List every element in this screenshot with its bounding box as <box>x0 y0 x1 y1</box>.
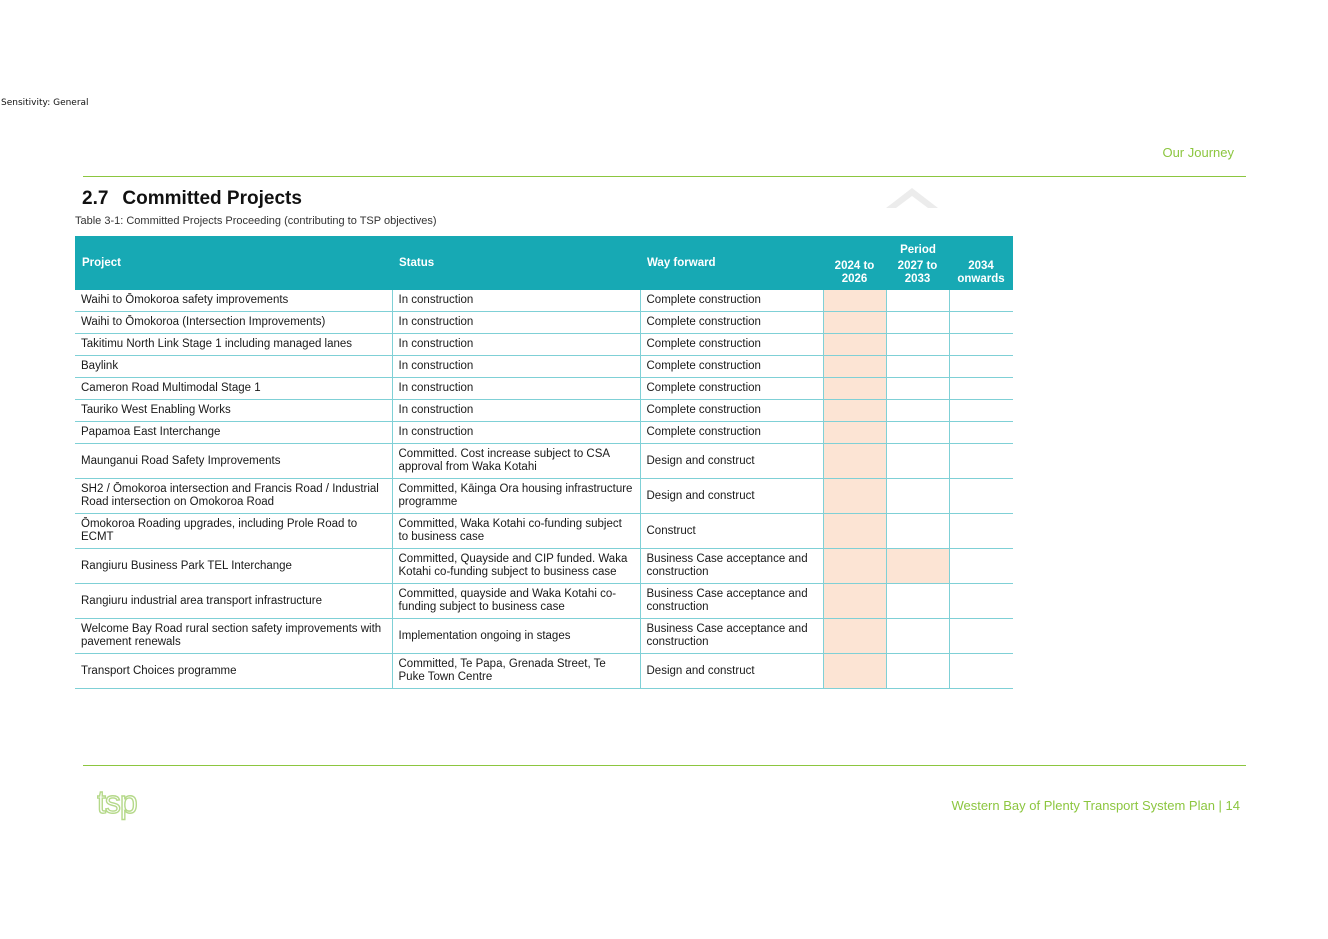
cell-way-forward: Business Case acceptance and construction <box>640 619 823 654</box>
cell-way-forward: Design and construct <box>640 654 823 689</box>
table-body <box>75 290 1013 689</box>
cell-period-0 <box>823 312 886 334</box>
cell-period-2 <box>949 619 1013 654</box>
cell-project: Cameron Road Multimodal Stage 1 <box>75 378 392 400</box>
cell-way-forward: Construct <box>640 514 823 549</box>
cell-status: Committed, Waka Kotahi co-funding subject to business case <box>392 514 640 549</box>
committed-projects-table <box>75 236 1013 689</box>
cell-period-1 <box>886 514 949 549</box>
header-project: Project <box>75 236 392 290</box>
cell-period-1 <box>886 584 949 619</box>
cell-period-0 <box>823 619 886 654</box>
section-number: 2.7 <box>82 188 109 209</box>
cell-status: In construction <box>392 356 640 378</box>
cell-status: Implementation ongoing in stages <box>392 619 640 654</box>
cell-period-0 <box>823 549 886 584</box>
cell-way-forward: Complete construction <box>640 356 823 378</box>
cell-period-1 <box>886 290 949 312</box>
cell-period-0 <box>823 290 886 312</box>
cell-status: Committed, Kāinga Ora housing infrastructure programme <box>392 479 640 514</box>
cell-period-2 <box>949 514 1013 549</box>
cell-project: Transport Choices programme <box>75 654 392 689</box>
cell-way-forward: Complete construction <box>640 312 823 334</box>
cell-period-2 <box>949 400 1013 422</box>
cell-project: Waihi to Ōmokoroa safety improvements <box>75 290 392 312</box>
cell-project: Waihi to Ōmokoroa (Intersection Improvements) <box>75 312 392 334</box>
cell-period-2 <box>949 422 1013 444</box>
svg-text:tsp: tsp <box>97 786 137 820</box>
header-period-2027-2033: 2027 to 2033 <box>886 258 949 290</box>
cell-way-forward: Complete construction <box>640 378 823 400</box>
cell-period-0 <box>823 400 886 422</box>
cell-project: Rangiuru industrial area transport infrastructure <box>75 584 392 619</box>
section-title: Committed Projects <box>122 188 302 209</box>
table-row <box>75 514 1013 549</box>
cell-period-2 <box>949 549 1013 584</box>
table-row <box>75 334 1013 356</box>
tsp-logo <box>97 786 157 824</box>
header-period: Period <box>823 236 1013 258</box>
cell-status: In construction <box>392 378 640 400</box>
cell-period-1 <box>886 356 949 378</box>
cell-status: In construction <box>392 400 640 422</box>
cell-project: Ōmokoroa Roading upgrades, including Prole Road to ECMT <box>75 514 392 549</box>
table-row <box>75 356 1013 378</box>
cell-period-1 <box>886 334 949 356</box>
cell-period-0 <box>823 479 886 514</box>
header-way-forward: Way forward <box>640 236 823 290</box>
table-caption: Table 3-1: Committed Projects Proceeding (contributing to TSP objectives) <box>75 215 437 227</box>
cell-period-1 <box>886 422 949 444</box>
table-row <box>75 422 1013 444</box>
cell-way-forward: Design and construct <box>640 479 823 514</box>
footer-divider <box>83 765 1246 766</box>
cell-status: Committed, Te Papa, Grenada Street, Te Puke Town Centre <box>392 654 640 689</box>
cell-period-0 <box>823 334 886 356</box>
section-heading <box>82 188 302 210</box>
cell-project: Baylink <box>75 356 392 378</box>
cell-period-1 <box>886 378 949 400</box>
table-row <box>75 378 1013 400</box>
cell-project: Tauriko West Enabling Works <box>75 400 392 422</box>
cell-period-0 <box>823 422 886 444</box>
cell-period-0 <box>823 356 886 378</box>
cell-status: In construction <box>392 290 640 312</box>
cell-period-2 <box>949 356 1013 378</box>
cell-period-0 <box>823 444 886 479</box>
table-row <box>75 654 1013 689</box>
cell-period-1 <box>886 479 949 514</box>
cell-status: In construction <box>392 422 640 444</box>
sensitivity-label: Sensitivity: General <box>1 98 89 108</box>
table-row <box>75 290 1013 312</box>
cell-period-0 <box>823 654 886 689</box>
cell-status: In construction <box>392 334 640 356</box>
cell-period-1 <box>886 400 949 422</box>
cell-period-0 <box>823 584 886 619</box>
table-row <box>75 312 1013 334</box>
cell-way-forward: Design and construct <box>640 444 823 479</box>
cell-way-forward: Complete construction <box>640 400 823 422</box>
cell-way-forward: Business Case acceptance and construction <box>640 584 823 619</box>
section-label: Our Journey <box>1162 145 1234 160</box>
table-row <box>75 400 1013 422</box>
cell-project: SH2 / Ōmokoroa intersection and Francis Road / Industrial Road intersection on Omokoroa Road <box>75 479 392 514</box>
cell-period-2 <box>949 378 1013 400</box>
cell-period-2 <box>949 479 1013 514</box>
header-status: Status <box>392 236 640 290</box>
cell-project: Maunganui Road Safety Improvements <box>75 444 392 479</box>
table-row <box>75 549 1013 584</box>
cell-status: In construction <box>392 312 640 334</box>
footer-text: Western Bay of Plenty Transport System Plan | 14 <box>951 798 1240 813</box>
cell-period-0 <box>823 514 886 549</box>
cell-period-1 <box>886 654 949 689</box>
table-row <box>75 479 1013 514</box>
cell-period-0 <box>823 378 886 400</box>
table-row <box>75 619 1013 654</box>
cell-period-1 <box>886 619 949 654</box>
cell-way-forward: Complete construction <box>640 334 823 356</box>
cell-way-forward: Complete construction <box>640 422 823 444</box>
header-period-2024-2026: 2024 to 2026 <box>823 258 886 290</box>
cell-period-2 <box>949 334 1013 356</box>
cell-period-1 <box>886 312 949 334</box>
header-period-2034-onwards: 2034 onwards <box>949 258 1013 290</box>
table-row <box>75 584 1013 619</box>
cell-period-1 <box>886 549 949 584</box>
cell-project: Welcome Bay Road rural section safety improvements with pavement renewals <box>75 619 392 654</box>
table-row <box>75 444 1013 479</box>
cell-period-2 <box>949 654 1013 689</box>
cell-project: Takitimu North Link Stage 1 including managed lanes <box>75 334 392 356</box>
cell-way-forward: Business Case acceptance and construction <box>640 549 823 584</box>
cell-status: Committed, Quayside and CIP funded. Waka Kotahi co-funding subject to business case <box>392 549 640 584</box>
cell-period-2 <box>949 444 1013 479</box>
cell-period-2 <box>949 584 1013 619</box>
cell-project: Papamoa East Interchange <box>75 422 392 444</box>
header-divider <box>83 176 1246 177</box>
cell-period-2 <box>949 312 1013 334</box>
cell-way-forward: Complete construction <box>640 290 823 312</box>
cell-period-1 <box>886 444 949 479</box>
chevron-up-icon <box>886 186 938 208</box>
cell-status: Committed. Cost increase subject to CSA approval from Waka Kotahi <box>392 444 640 479</box>
cell-period-2 <box>949 290 1013 312</box>
cell-status: Committed, quayside and Waka Kotahi co-funding subject to business case <box>392 584 640 619</box>
cell-project: Rangiuru Business Park TEL Interchange <box>75 549 392 584</box>
